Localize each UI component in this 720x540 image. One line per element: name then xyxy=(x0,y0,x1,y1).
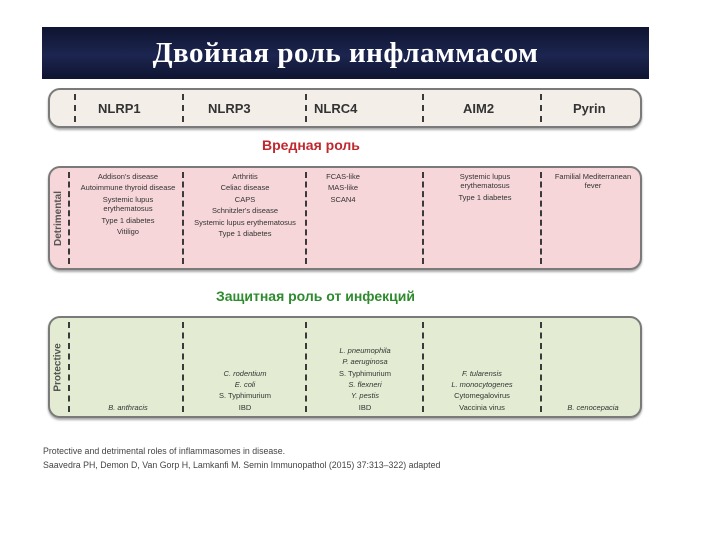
pathogen-item: S. flexneri xyxy=(348,379,382,389)
pathogen-item: C. rodentium xyxy=(223,368,267,378)
pathogen-item: IBD xyxy=(238,402,252,412)
divider xyxy=(540,322,542,412)
divider xyxy=(182,322,184,412)
divider xyxy=(305,94,307,122)
header-pyrin: Pyrin xyxy=(573,100,606,116)
disease-item: CAPS xyxy=(234,194,256,204)
detrimental-col-pyrin xyxy=(546,168,640,268)
disease-item: Autoimmune thyroid disease xyxy=(80,183,176,193)
detrimental-col-nlrp3 xyxy=(192,168,298,268)
caption-line-2: Saavedra PH, Demon D, Van Gorp H, Lamkanfi M. Semin Immunopathol (2015) 37:313–322) adapted xyxy=(43,460,441,470)
disease-item: Schnitzler's disease xyxy=(211,206,279,216)
header-nlrp3: NLRP3 xyxy=(208,100,251,116)
caption-line-1: Protective and detrimental roles of inflammasomes in disease. xyxy=(43,446,286,456)
disease-item: Arthritis xyxy=(232,172,258,181)
pathogen-item: L. pneumophila xyxy=(339,345,391,355)
divider xyxy=(74,94,76,122)
divider xyxy=(68,172,70,264)
protective-col-nlrp1 xyxy=(78,318,178,416)
protective-panel xyxy=(48,316,642,418)
disease-item: Addison's disease xyxy=(97,172,159,181)
pathogen-item: L. monocytogenes xyxy=(451,379,513,389)
divider xyxy=(540,94,542,122)
protective-col-pyrin xyxy=(546,318,640,416)
disease-item: Vitiligo xyxy=(117,226,139,236)
title-banner xyxy=(42,27,649,79)
header-aim2: AIM2 xyxy=(463,100,495,116)
pathogen-item: P. aeruginosa xyxy=(342,357,388,367)
header-nlrc4: NLRC4 xyxy=(314,100,358,116)
detrimental-col-nlrc4 xyxy=(308,168,378,268)
protective-col-nlrc4 xyxy=(312,318,418,416)
protective-col-nlrp3 xyxy=(192,318,298,416)
pathogen-item: Cytomegalovirus xyxy=(454,391,510,401)
protective-side-label: Protective xyxy=(52,342,64,392)
disease-item: Type 1 diabetes xyxy=(458,192,512,202)
disease-item: Systemic lupus erythematosus xyxy=(102,194,154,214)
pathogen-item: E. coli xyxy=(234,379,256,389)
pathogen-item: F. tularensis xyxy=(462,368,502,378)
disease-item: Systemic lupus erythematosus xyxy=(459,172,511,191)
divider xyxy=(305,172,307,264)
disease-item: Type 1 diabetes xyxy=(218,228,272,238)
divider xyxy=(182,172,184,264)
page-title: Двойная роль инфламмасом xyxy=(152,36,539,69)
divider xyxy=(305,322,307,412)
divider xyxy=(182,94,184,122)
disease-item: Type 1 diabetes xyxy=(101,215,155,225)
disease-item: Familial Mediterranean fever xyxy=(554,172,632,191)
inflammasome-header-row xyxy=(48,88,642,128)
detrimental-panel xyxy=(48,166,642,270)
detrimental-side-label: Detrimental xyxy=(52,190,64,246)
protective-col-aim2 xyxy=(430,318,534,416)
disease-item: Systemic lupus erythematosus xyxy=(194,217,296,227)
detrimental-col-nlrp1 xyxy=(78,168,178,268)
detrimental-col-aim2 xyxy=(440,168,530,268)
protective-heading: Защитная роль от инфекций xyxy=(216,288,415,304)
header-nlrp1: NLRP1 xyxy=(98,100,141,116)
disease-item: FCAS-like xyxy=(326,172,360,181)
disease-item: Celiac disease xyxy=(220,183,270,193)
pathogen-item: B. anthracis xyxy=(108,402,148,412)
detrimental-heading: Вредная роль xyxy=(262,137,360,153)
divider xyxy=(68,322,70,412)
pathogen-item: IBD xyxy=(358,402,372,412)
divider xyxy=(422,172,424,264)
divider xyxy=(540,172,542,264)
pathogen-item: B. cenocepacia xyxy=(567,402,619,412)
pathogen-item: S. Typhimurium xyxy=(219,391,271,401)
pathogen-item: Y. pestis xyxy=(350,391,380,401)
pathogen-item: Vaccinia virus xyxy=(459,402,505,412)
divider xyxy=(422,94,424,122)
divider xyxy=(422,322,424,412)
disease-item: SCAN4 xyxy=(330,194,356,204)
pathogen-item: S. Typhimurium xyxy=(339,368,391,378)
disease-item: MAS-like xyxy=(327,183,358,193)
